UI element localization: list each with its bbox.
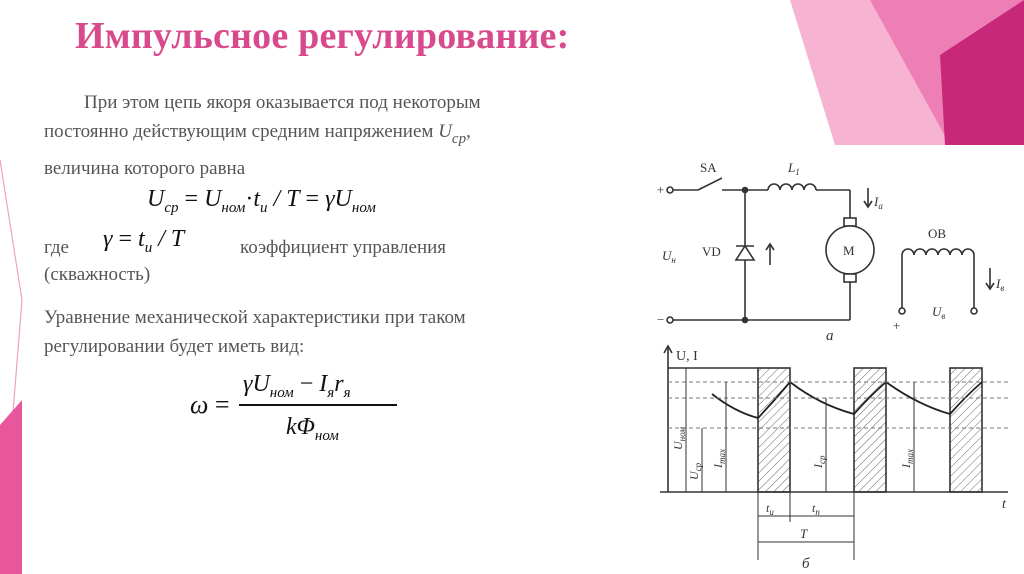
intro-voltage-symbol: U [438, 121, 452, 142]
mechanical-paragraph [44, 303, 634, 361]
f3-den: kΦ [286, 414, 315, 440]
graph-x-label: t [1002, 497, 1006, 512]
f1-eq1: = [178, 186, 205, 212]
deco-left-bottom [0, 400, 22, 574]
graph-y-label: U, I [676, 349, 698, 364]
node-top [743, 188, 748, 193]
circuit-and-waveform-figure [640, 150, 1020, 574]
f3-minus: − [293, 371, 320, 397]
f1-lhs: U [147, 186, 165, 212]
label-l1: $L_1$ [788, 160, 800, 177]
f1-t: t [253, 186, 261, 212]
f3-omega: ω [190, 390, 209, 419]
diode-vd-icon [736, 246, 754, 260]
f3-i-sub: я [327, 385, 335, 401]
graph-caption: б [802, 556, 810, 572]
f3-eq: = [208, 390, 230, 419]
f3-i: I [319, 371, 328, 397]
label-ti: $t_и$ [766, 501, 774, 517]
terminal-ov-left [899, 308, 905, 314]
waveform-graph [660, 346, 1008, 572]
label-m: M [843, 243, 855, 258]
label-minus: − [656, 312, 665, 327]
formula-omega-denominator [286, 414, 339, 445]
formula-omega-lhs [190, 390, 230, 420]
mech-line-2: регулировании будет иметь вид: [44, 336, 305, 357]
label-ucp: $U_{ср}$ [687, 462, 703, 480]
f2-t-sub: и [144, 240, 153, 256]
motor-brush-top [844, 218, 856, 226]
label-plus-ov: + [892, 318, 901, 333]
label-imax-2: $I_{max}$ [899, 449, 915, 468]
current-waveform [712, 382, 982, 418]
label-unom: $U_{ном}$ [671, 426, 687, 450]
fraction-bar [239, 404, 397, 406]
f1-dot: · [245, 186, 254, 212]
where-label: где [44, 237, 69, 258]
formula-gamma [103, 226, 184, 257]
f3-r-sub: я [343, 385, 351, 401]
f3-r: r [334, 371, 344, 397]
intro-line-2: постоянно действующим средним напряжением [44, 121, 434, 142]
field-winding-ov-icon [902, 249, 974, 255]
intro-comma: , [466, 121, 471, 142]
intro-line-3: величина которого равна [44, 158, 246, 179]
coefficient-text: коэффициент управления [240, 237, 447, 258]
intro-line-1: При этом цепь якоря оказывается под некоторым [84, 92, 481, 113]
f3-gamma-u: γU [243, 371, 270, 397]
motor-brush-bottom [844, 274, 856, 282]
slide-title: Импульсное регулирование: [75, 15, 570, 57]
label-icp: $I_{ср}$ [811, 455, 827, 468]
label-iv: $I_в$ [996, 276, 1005, 293]
label-imax: $I_{max}$ [711, 449, 727, 468]
label-ia: $I_а$ [874, 194, 883, 211]
f1-t-sub: и [260, 200, 268, 216]
circuit-diagram [656, 160, 1004, 344]
mech-line-1: Уравнение механической характеристики при таком [44, 307, 466, 328]
label-uv: $U_в$ [932, 304, 946, 321]
formula-average-voltage [147, 186, 376, 217]
label-sa: SA [700, 160, 717, 175]
label-tp: $t_п$ [812, 501, 820, 517]
terminal-ov-right [971, 308, 977, 314]
f3-u-sub: ном [269, 385, 294, 401]
label-period-t: T [800, 526, 808, 541]
label-plus: + [656, 182, 665, 197]
intro-voltage-sub: ср [451, 131, 467, 147]
f2-gamma: γ [103, 226, 113, 252]
f1-eq2: = [299, 186, 326, 212]
f1-gamma-sub: ном [351, 200, 376, 216]
inductor-l1-icon [768, 184, 816, 190]
intro-paragraph [44, 88, 644, 183]
terminal-plus-top [667, 187, 673, 193]
formula-omega-numerator [243, 371, 351, 402]
f3-den-sub: ном [314, 428, 339, 444]
label-vd: VD [702, 244, 721, 259]
f1-lhs-sub: ср [164, 200, 179, 216]
duty-cycle-text: (скважность) [44, 264, 151, 285]
f1-gamma-u: γU [325, 186, 352, 212]
f2-t: t [138, 226, 145, 252]
f1-slash-t: / T [267, 186, 300, 212]
circuit-caption: а [826, 328, 834, 344]
f1-u: U [204, 186, 222, 212]
label-un: $U_н$ [662, 248, 676, 265]
label-ov: OB [928, 226, 947, 241]
f1-u-sub: ном [221, 200, 246, 216]
terminal-minus-bottom [667, 317, 673, 323]
f2-eq: = [112, 226, 139, 252]
switch-sa [698, 178, 722, 190]
f2-slash-t: / T [152, 226, 185, 252]
